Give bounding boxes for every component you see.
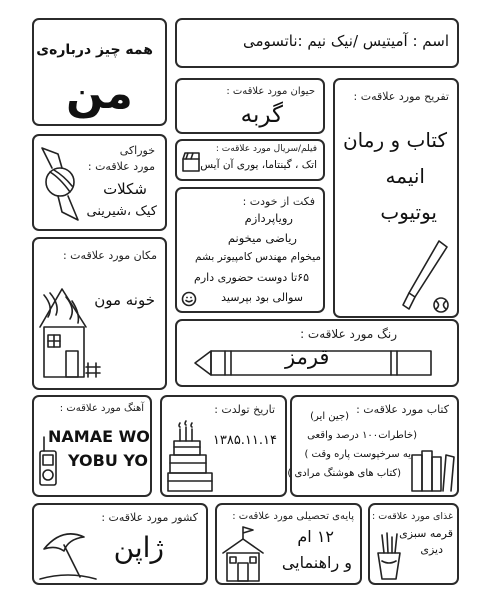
book-line-1: (جین ایر)	[310, 411, 349, 422]
food-line-1: شکلات	[103, 180, 147, 198]
place-label: مکان مورد علاقه‌ت :	[62, 249, 157, 262]
country-value: ژاپن	[113, 531, 164, 564]
book-line-4: (کتاب های هوشنگ مرادی )	[287, 468, 401, 479]
place-box	[32, 237, 167, 390]
book-box	[287, 395, 459, 497]
meal-line-2: دیزی	[420, 543, 443, 556]
grade-line-2: و راهنمایی	[281, 553, 352, 572]
color-value: قرمز	[285, 345, 330, 369]
food-label-2: مورد علاقه‌ت :	[87, 160, 155, 173]
cake-icon	[166, 417, 216, 495]
fact-line-2: ریاضی میخونم	[227, 231, 297, 245]
meal-label: غذای مورد علاقه‌ت :	[371, 511, 453, 522]
birthday-value: ۱۳۸۵.۱۱.۱۴	[212, 433, 277, 448]
song-box	[32, 395, 152, 497]
birthday-box	[160, 395, 287, 497]
place-value: خونه مون	[94, 291, 155, 309]
food-line-2: کیک ،شیرینی	[86, 204, 157, 219]
country-label: کشور مورد علاقه‌ت :	[101, 511, 198, 524]
food-label-1: خوراکی	[119, 144, 155, 157]
fact-line-1: رو‌یاپردازم	[244, 211, 293, 225]
hobby-line-2: انیمه	[385, 164, 425, 188]
grade-line-1: ۱۲ ام	[297, 527, 334, 546]
song-line-2: YOBU YO	[68, 451, 148, 470]
all-about-big: من	[66, 68, 133, 119]
hobby-box	[333, 78, 459, 318]
color-box	[175, 319, 459, 387]
hobby-line-3: یوتیوب	[380, 200, 437, 224]
music-player-icon	[38, 435, 60, 493]
fries-icon	[374, 531, 404, 583]
all-about-me-box	[32, 18, 167, 126]
fact-line-3: میخوام مهندس کامپیوتر بشم	[195, 251, 321, 263]
books-icon	[410, 445, 456, 495]
fact-box	[175, 187, 325, 313]
song-line-1: NAMAE WO	[48, 427, 150, 446]
name-text: اسم : آمیتیس /نیک نیم :ناتسومی	[242, 32, 449, 50]
house-icon	[36, 283, 104, 387]
book-line-2: (خاطرات۱۰۰ درصد واقعی	[307, 430, 417, 441]
birthday-label: تاریخ تولدت :	[214, 403, 275, 416]
country-box	[32, 503, 208, 585]
beach-umbrella-icon	[38, 523, 98, 583]
grade-box	[215, 503, 362, 585]
pet-box	[175, 78, 325, 134]
all-about-title: همه چیز درباره‌ی	[36, 42, 153, 58]
song-label: آهنگ مورد علاقه‌ت :	[59, 403, 144, 414]
meal-line-1: قرمه سبزی	[399, 527, 453, 540]
series-label: فیلم/سریال مورد علاقه‌ت :	[215, 144, 317, 154]
clapperboard-icon	[181, 151, 201, 173]
candy-icon	[38, 142, 82, 226]
fact-line-4: ۶۵تا دوست حضوری دارم	[194, 271, 309, 284]
series-value: اتک ، گینتاما، یوری آن آیس	[200, 159, 317, 171]
meal-box	[368, 503, 459, 585]
school-icon	[221, 525, 267, 585]
grade-label: پایه‌ی تحصیلی مورد علاقه‌ت :	[232, 511, 354, 522]
color-label: رنگ مورد علاقه‌ت :	[300, 327, 397, 341]
hobby-label: تفریح مورد علاقه‌ت :	[353, 90, 449, 103]
pet-value: گربه	[240, 102, 283, 128]
name-box	[175, 18, 459, 68]
book-line-3: یه سرخپوست پاره وقت )	[304, 449, 411, 460]
food-box	[32, 134, 167, 231]
series-box	[175, 139, 325, 181]
pet-label: حیوان مورد علاقه‌ت :	[226, 86, 315, 97]
baseball-bat-icon	[395, 235, 455, 315]
fact-line-5: سوالی بود بپرسید	[221, 291, 303, 304]
book-label: کتاب مورد علاقه‌ت :	[356, 403, 449, 416]
hobby-line-1: کتاب و رمان	[342, 128, 447, 152]
smiley-icon	[181, 291, 197, 307]
fact-label: فکت از خودت :	[242, 195, 315, 208]
